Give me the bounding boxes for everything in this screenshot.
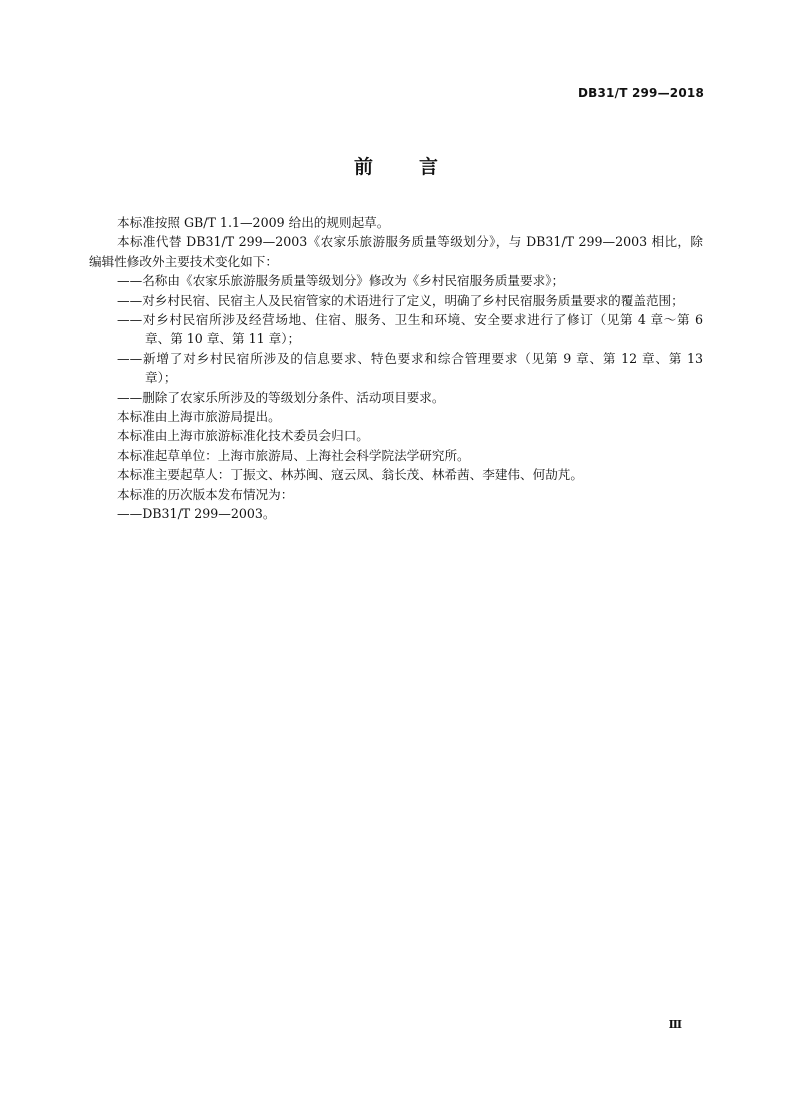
standard-code: DB31/T 299—2018 [578,86,704,100]
history-item: ——DB31/T 299—2003。 [117,506,276,522]
page-title [0,152,792,179]
paragraph-committee: 本标准由上海市旅游标准化技术委员会归口。 [117,428,369,444]
paragraph-drafting-rules: 本标准按照 GB/T 1.1—2009 给出的规则起草。 [117,215,390,230]
page-number: Ⅲ [668,1018,682,1031]
title-char-1: 前 [353,156,373,178]
change-item: ——名称由《农家乐旅游服务质量等级划分》修改为《乡村民宿服务质量要求》； [117,273,565,289]
paragraph-history: 本标准的历次版本发布情况为： [117,486,294,502]
change-item: ——删除了农家乐所涉及的等级划分条件、活动项目要求。 [117,389,445,405]
change-item: ——新增了对乡村民宿所涉及的信息要求、特色要求和综合管理要求（见第 9 章、第 12 章、第 13 章）； [117,350,703,386]
paragraph-replacement: 本标准代替 DB31/T 299—2003《农家乐旅游服务质量等级划分》，与 DB31/T 299—2003 相比，除编辑性修改外主要技术变化如下： [89,234,703,269]
paragraph-proposer: 本标准由上海市旅游局提出。 [117,409,281,425]
paragraph-drafting-units: 本标准起草单位：上海市旅游局、上海社会科学院法学研究所。 [117,447,470,463]
title-char-2: 言 [419,156,439,178]
foreword-body [89,213,703,524]
paragraph-drafters: 本标准主要起草人：丁振文、林苏闽、寇云凤、翁长茂、林希茜、李建伟、何劼芃。 [117,467,583,483]
change-item: ——对乡村民宿所涉及经营场地、住宿、服务、卫生和环境、安全要求进行了修订（见第 4 章～第 6 章、第 10 章、第 11 章）； [117,312,703,347]
change-item: ——对乡村民宿、民宿主人及民宿管家的术语进行了定义，明确了乡村民宿服务质量要求的覆盖范围； [117,292,684,308]
